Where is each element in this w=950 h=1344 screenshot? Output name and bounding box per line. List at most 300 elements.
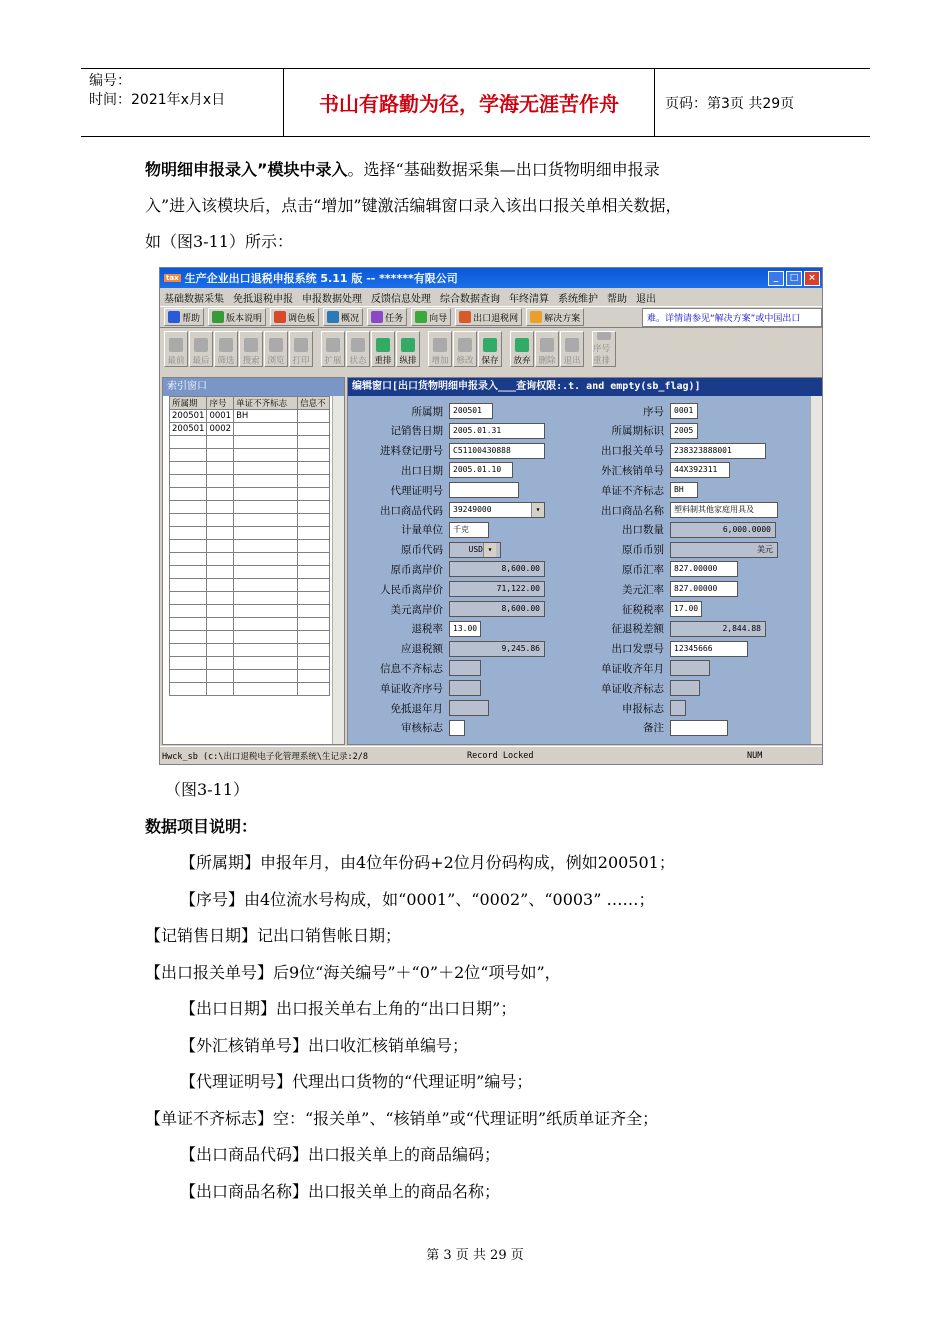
index-column-header[interactable]: 序号 xyxy=(207,397,234,410)
table-cell xyxy=(298,514,330,527)
form-field xyxy=(576,659,710,677)
form-field xyxy=(576,402,698,420)
record-label: 打印 xyxy=(292,356,310,366)
field-input[interactable]: 2005.01.31 xyxy=(449,423,545,439)
field-input[interactable] xyxy=(449,660,481,676)
record-icon xyxy=(540,338,554,352)
record-icon xyxy=(169,338,183,352)
header-motto: 书山有路勤为径，学海无涯苦作舟 xyxy=(284,69,655,136)
record-icon xyxy=(433,338,447,352)
record-icon xyxy=(483,338,497,352)
table-cell xyxy=(207,462,234,475)
section-title: 数据项目说明： xyxy=(145,817,258,836)
menu-item[interactable]: 反馈信息处理 xyxy=(371,293,431,305)
record-label: 最后 xyxy=(192,356,210,366)
status-bar xyxy=(160,746,822,764)
field-label: 美元离岸价 xyxy=(390,603,443,616)
table-cell: 200501 xyxy=(170,423,207,436)
toolbar-button[interactable] xyxy=(367,308,407,326)
field-label: 序号 xyxy=(643,405,664,418)
item-description: 【序号】由4位流水号构成，如“0001”、“0002”、“0003” ……； xyxy=(180,889,655,909)
field-input[interactable]: 8,600.00 xyxy=(449,561,545,577)
table-cell xyxy=(170,657,207,670)
table-cell xyxy=(298,449,330,462)
toolbar-icon xyxy=(371,311,383,323)
table-row[interactable] xyxy=(170,475,330,488)
table-cell xyxy=(298,540,330,553)
table-cell xyxy=(207,592,234,605)
intro-line-3: 如（图3-11）所示： xyxy=(145,232,293,251)
status-path: Hwck_sb (c:\出口退税电子化管理系统\生记录:2/8 xyxy=(162,751,368,762)
table-row[interactable] xyxy=(170,436,330,449)
item-description: 【出口日期】出口报关单右上角的“出口日期”； xyxy=(180,999,517,1018)
index-scrollbar[interactable] xyxy=(332,396,344,744)
table-cell xyxy=(207,540,234,553)
table-cell xyxy=(207,566,234,579)
field-label: 单证收齐年月 xyxy=(601,662,664,675)
field-label: 出口数量 xyxy=(622,524,664,537)
form-field xyxy=(358,442,545,460)
table-cell xyxy=(170,449,207,462)
table-cell xyxy=(170,592,207,605)
table-row[interactable] xyxy=(170,423,330,436)
record-button[interactable] xyxy=(164,331,188,367)
field-label: 征税税率 xyxy=(622,603,664,616)
form-field xyxy=(576,442,766,460)
table-cell xyxy=(207,449,234,462)
table-cell xyxy=(298,670,330,683)
menu-item[interactable]: 系统维护 xyxy=(558,293,598,305)
table-cell xyxy=(234,475,298,488)
field-label: 出口商品名称 xyxy=(601,504,664,517)
field-label: 进料登记册号 xyxy=(380,445,443,458)
index-column-header[interactable]: 所属期 xyxy=(170,397,207,410)
field-label: 出口日期 xyxy=(401,464,443,477)
table-cell xyxy=(170,540,207,553)
record-button[interactable] xyxy=(510,331,534,367)
field-label: 美元汇率 xyxy=(622,583,664,596)
toolbar-icon xyxy=(415,311,427,323)
toolbar-button[interactable] xyxy=(411,308,451,326)
field-input[interactable]: 44X392311 xyxy=(670,462,730,478)
field-input[interactable]: 13.00 xyxy=(449,621,481,637)
toolbar-label: 版本说明 xyxy=(226,313,263,324)
menu-item[interactable]: 综合数据查询 xyxy=(440,293,500,305)
toolbar-button[interactable] xyxy=(208,308,266,326)
field-input[interactable]: 39249000 ▾ xyxy=(449,502,545,518)
field-input[interactable] xyxy=(449,680,481,696)
record-label: 放弃 xyxy=(513,356,531,366)
table-cell xyxy=(207,657,234,670)
toolbar-label: 任务 xyxy=(385,313,404,324)
record-button[interactable] xyxy=(592,331,616,367)
toolbar-icon xyxy=(530,311,542,323)
toolbar-button[interactable] xyxy=(270,308,319,326)
record-button[interactable] xyxy=(189,331,213,367)
table-cell xyxy=(298,631,330,644)
field-input[interactable] xyxy=(449,482,519,498)
form-field xyxy=(358,580,545,598)
field-label: 征退税差额 xyxy=(611,623,664,636)
toolbar-icon xyxy=(327,311,339,323)
app-title: 生产企业出口退税申报系统 5.11 版 -- ******有限公司 xyxy=(184,272,458,285)
table-cell xyxy=(298,592,330,605)
form-field xyxy=(576,640,748,658)
table-cell xyxy=(298,501,330,514)
field-input[interactable]: USD ▾ xyxy=(449,542,501,558)
table-cell xyxy=(234,423,298,436)
table-cell xyxy=(170,605,207,618)
field-input[interactable] xyxy=(670,700,686,716)
table-cell xyxy=(207,553,234,566)
form-field xyxy=(576,719,728,737)
record-button[interactable] xyxy=(214,331,238,367)
record-button[interactable] xyxy=(396,331,420,367)
table-cell xyxy=(298,553,330,566)
record-button[interactable] xyxy=(478,331,502,367)
toolbar-label: 向导 xyxy=(429,313,448,324)
record-button[interactable] xyxy=(371,331,395,367)
table-cell xyxy=(207,436,234,449)
table-row[interactable] xyxy=(170,553,330,566)
table-row[interactable] xyxy=(170,462,330,475)
field-input[interactable]: 千克 xyxy=(449,522,489,538)
menu-item[interactable]: 基础数据采集 xyxy=(164,293,224,305)
form-field xyxy=(358,560,545,578)
field-input[interactable]: 9,245.86 xyxy=(449,641,545,657)
table-cell: 200501 xyxy=(170,410,207,423)
field-input[interactable]: 827.00000 xyxy=(670,581,738,597)
toolbar-label: 调色板 xyxy=(288,313,316,324)
app-logo-icon: tax xyxy=(166,274,179,282)
record-label: 序号重排 xyxy=(593,344,611,366)
table-cell xyxy=(170,566,207,579)
form-field xyxy=(358,640,545,658)
field-label: 信息不齐标志 xyxy=(380,662,443,675)
table-row[interactable] xyxy=(170,605,330,618)
form-field xyxy=(576,461,730,479)
item-description: 【记销售日期】记出口销售帐日期； xyxy=(145,926,402,945)
item-description: 【所属期】申报年月，由4位年份码+2位月份码构成，例如200501； xyxy=(180,853,675,872)
field-input[interactable]: 塑料制其他家庭用具及 xyxy=(670,502,778,518)
index-column-header[interactable]: 单证不齐标志 xyxy=(234,397,298,410)
record-icon xyxy=(269,338,283,352)
record-icon xyxy=(458,338,472,352)
table-cell xyxy=(234,631,298,644)
page-footer: 第 3 页 共 29 页 xyxy=(426,1248,524,1263)
toolbar-icon xyxy=(212,311,224,323)
form-field xyxy=(358,461,513,479)
table-cell xyxy=(298,527,330,540)
form-field xyxy=(358,600,545,618)
record-label: 浏览 xyxy=(267,356,285,366)
field-input[interactable]: 238323888001 xyxy=(670,443,766,459)
field-label: 单证收齐标志 xyxy=(601,682,664,695)
table-cell xyxy=(170,501,207,514)
table-cell xyxy=(298,475,330,488)
menu-item[interactable]: 帮助 xyxy=(607,293,627,305)
header-meta xyxy=(81,69,284,136)
table-cell xyxy=(234,618,298,631)
table-cell xyxy=(234,579,298,592)
table-cell xyxy=(234,683,298,696)
table-cell xyxy=(234,553,298,566)
table-cell xyxy=(298,566,330,579)
menu-item[interactable]: 免抵退税申报 xyxy=(233,293,293,305)
table-row[interactable] xyxy=(170,501,330,514)
table-cell xyxy=(170,579,207,592)
record-button[interactable] xyxy=(264,331,288,367)
field-input[interactable]: 8,600.00 xyxy=(449,601,545,617)
table-cell xyxy=(170,462,207,475)
form-field xyxy=(576,580,738,598)
table-row[interactable] xyxy=(170,618,330,631)
field-label: 所属期标识 xyxy=(611,425,664,438)
record-label: 最前 xyxy=(167,356,185,366)
field-label: 出口发票号 xyxy=(611,643,664,656)
field-input[interactable] xyxy=(670,680,700,696)
record-button[interactable] xyxy=(239,331,263,367)
table-cell xyxy=(298,436,330,449)
intro-bold: 物明细申报录入”模块中录入 xyxy=(145,160,348,179)
field-input[interactable]: 0001 xyxy=(670,403,698,419)
record-label: 增加 xyxy=(431,356,449,366)
toolbar-icon xyxy=(459,311,471,323)
header-page-label: 页码：第3页 共29页 xyxy=(665,95,795,112)
toolbar-button[interactable] xyxy=(455,308,522,326)
table-row[interactable] xyxy=(170,449,330,462)
field-input[interactable]: 2005 xyxy=(670,423,698,439)
table-cell: BH xyxy=(234,410,298,423)
field-label: 备注 xyxy=(643,722,664,735)
table-cell xyxy=(207,683,234,696)
table-row[interactable] xyxy=(170,683,330,696)
minimize-button[interactable]: _ xyxy=(768,271,784,286)
intro-line-2: 入”进入该模块后，点击“增加”键激活编辑窗口录入该出口报关单相关数据， xyxy=(145,196,682,215)
table-row[interactable] xyxy=(170,670,330,683)
menu-bar xyxy=(160,288,822,306)
table-row[interactable] xyxy=(170,566,330,579)
item-description: 【出口商品代码】出口报关单上的商品编码； xyxy=(180,1145,501,1164)
field-label: 退税率 xyxy=(411,623,443,636)
record-icon xyxy=(326,338,340,352)
table-cell xyxy=(170,618,207,631)
field-input[interactable]: 2,844.88 xyxy=(670,621,766,637)
record-button[interactable] xyxy=(289,331,313,367)
record-button[interactable] xyxy=(321,331,345,367)
record-label: 重排 xyxy=(374,356,392,366)
table-cell xyxy=(234,436,298,449)
edit-window-title: 编辑窗口[出口货物明细申报录入___查询权限:.t. and empty(sb_flag)] xyxy=(348,378,822,396)
table-row[interactable] xyxy=(170,527,330,540)
form-field xyxy=(358,422,545,440)
table-cell xyxy=(298,579,330,592)
table-cell xyxy=(170,527,207,540)
field-input[interactable]: 12345666 xyxy=(670,641,748,657)
table-cell xyxy=(170,488,207,501)
toolbar-label: 出口退税网 xyxy=(473,313,519,324)
field-label: 原币代码 xyxy=(401,544,443,557)
table-row[interactable] xyxy=(170,514,330,527)
item-description: 【外汇核销单号】出口收汇核销单编号； xyxy=(180,1035,469,1055)
form-field xyxy=(358,501,545,519)
field-input[interactable]: 美元 xyxy=(670,542,778,558)
menu-item[interactable]: 退出 xyxy=(636,293,656,305)
table-cell xyxy=(207,527,234,540)
field-input[interactable]: 200501 xyxy=(449,403,493,419)
table-cell xyxy=(207,501,234,514)
menu-item[interactable]: 申报数据处理 xyxy=(302,293,362,305)
intro-line-1 xyxy=(145,152,825,188)
record-label: 状态 xyxy=(349,356,367,366)
index-window xyxy=(162,377,345,745)
number-label: 编号： xyxy=(89,73,131,89)
table-cell xyxy=(298,423,330,436)
field-label: 单证不齐标志 xyxy=(601,484,664,497)
toolbar-button[interactable] xyxy=(164,308,204,326)
table-cell: 0002 xyxy=(207,423,234,436)
table-cell xyxy=(234,488,298,501)
form-field xyxy=(576,422,698,440)
field-label: 单证收齐序号 xyxy=(380,682,443,695)
field-input[interactable] xyxy=(670,720,728,736)
field-input[interactable]: 6,000.0000 xyxy=(670,522,776,538)
field-input[interactable]: BH xyxy=(670,482,698,498)
record-button[interactable] xyxy=(428,331,452,367)
table-cell: 0001 xyxy=(207,410,234,423)
item-description: 【出口商品名称】出口报关单上的商品名称； xyxy=(180,1181,501,1201)
index-table xyxy=(169,396,330,696)
status-num: NUM xyxy=(747,750,763,761)
field-input[interactable] xyxy=(449,720,465,736)
record-icon xyxy=(244,338,258,352)
table-cell xyxy=(207,644,234,657)
menu-item[interactable]: 年终清算 xyxy=(509,293,549,305)
toolbar-button[interactable] xyxy=(323,308,363,326)
table-cell xyxy=(207,618,234,631)
field-input[interactable]: 2005.01.10 xyxy=(449,462,513,478)
record-icon xyxy=(376,338,390,352)
date-label: 时间：2021年x月x日 xyxy=(89,92,226,108)
toolbar-label: 概况 xyxy=(341,313,360,324)
table-cell xyxy=(298,488,330,501)
record-icon xyxy=(597,332,611,340)
item-description: 【单证不齐标志】空：“报关单”、“核销单”或“代理证明”纸质单证齐全； xyxy=(145,1108,659,1128)
field-input[interactable] xyxy=(670,660,710,676)
record-icon xyxy=(515,338,529,352)
table-cell xyxy=(207,514,234,527)
table-cell xyxy=(298,644,330,657)
table-cell xyxy=(170,514,207,527)
form-field xyxy=(576,600,702,618)
form-field xyxy=(576,620,766,638)
field-input[interactable]: C51100430888 xyxy=(449,443,545,459)
item-description: 【代理证明号】代理出口货物的“代理证明”编号； xyxy=(180,1072,533,1091)
field-label: 代理证明号 xyxy=(390,484,443,497)
table-cell xyxy=(234,605,298,618)
record-icon xyxy=(401,338,415,352)
table-cell xyxy=(234,644,298,657)
record-button[interactable] xyxy=(560,331,584,367)
toolbar-icon xyxy=(274,311,286,323)
notice-marquee: 难。详情请参见“解决方案”或中国出口 xyxy=(642,308,822,327)
table-row[interactable] xyxy=(170,631,330,644)
record-button[interactable] xyxy=(346,331,370,367)
field-input[interactable]: 17.00 xyxy=(670,601,702,617)
field-label: 应退税额 xyxy=(401,643,443,656)
table-cell xyxy=(170,553,207,566)
table-cell xyxy=(207,605,234,618)
field-input[interactable] xyxy=(449,700,489,716)
form-field xyxy=(576,679,700,697)
table-cell xyxy=(207,631,234,644)
maximize-button[interactable]: □ xyxy=(786,271,802,286)
field-input[interactable]: 71,122.00 xyxy=(449,581,545,597)
table-cell xyxy=(298,410,330,423)
table-row[interactable] xyxy=(170,657,330,670)
field-input[interactable]: 827.00000 xyxy=(670,561,738,577)
close-button[interactable]: × xyxy=(804,271,820,286)
table-row[interactable] xyxy=(170,488,330,501)
table-row[interactable] xyxy=(170,540,330,553)
table-row[interactable] xyxy=(170,592,330,605)
field-label: 所属期 xyxy=(411,405,443,418)
table-cell xyxy=(207,670,234,683)
field-label: 原币币别 xyxy=(622,544,664,557)
field-label: 原币离岸价 xyxy=(390,563,443,576)
table-cell xyxy=(298,605,330,618)
figure-caption: （图3-11） xyxy=(165,780,249,799)
toolbar-button[interactable] xyxy=(526,308,584,326)
record-label: 扩展 xyxy=(324,356,342,366)
form-field xyxy=(576,541,778,559)
record-label: 搜索 xyxy=(242,356,260,366)
form-field xyxy=(358,521,489,539)
record-icon xyxy=(294,338,308,352)
field-label: 申报标志 xyxy=(622,702,664,715)
form-field xyxy=(576,501,778,519)
table-row[interactable] xyxy=(170,644,330,657)
index-column-header[interactable]: 信息不 xyxy=(298,397,330,410)
record-label: 修改 xyxy=(456,356,474,366)
table-row[interactable] xyxy=(170,410,330,423)
table-cell xyxy=(207,488,234,501)
table-cell xyxy=(234,501,298,514)
table-row[interactable] xyxy=(170,579,330,592)
table-cell xyxy=(298,618,330,631)
table-cell xyxy=(234,670,298,683)
table-cell xyxy=(170,683,207,696)
form-field xyxy=(358,402,493,420)
field-label: 原币汇率 xyxy=(622,563,664,576)
field-label: 外汇核销单号 xyxy=(601,464,664,477)
index-window-title: 索引窗口 xyxy=(163,378,344,396)
field-label: 出口报关单号 xyxy=(601,445,664,458)
record-button[interactable] xyxy=(535,331,559,367)
record-button[interactable] xyxy=(453,331,477,367)
toolbar-icon xyxy=(168,311,180,323)
edit-scrollbar[interactable] xyxy=(810,396,822,744)
form-field xyxy=(576,521,776,539)
field-label: 人民币离岸价 xyxy=(380,583,443,596)
field-label: 出口商品代码 xyxy=(380,504,443,517)
record-icon xyxy=(219,338,233,352)
table-cell xyxy=(234,657,298,670)
form-field xyxy=(358,699,489,717)
record-icon xyxy=(351,338,365,352)
table-cell xyxy=(298,683,330,696)
form-field xyxy=(576,481,698,499)
